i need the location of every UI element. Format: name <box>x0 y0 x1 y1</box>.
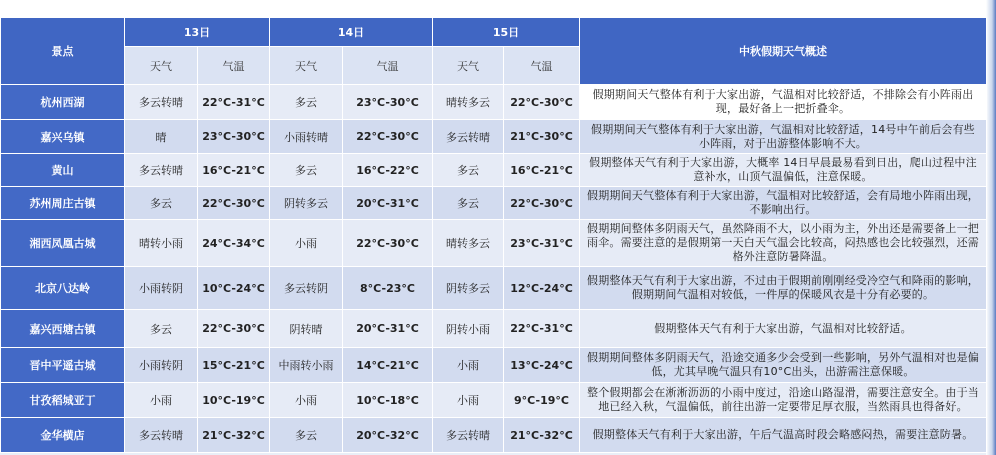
temp-14: 10°C-18°C <box>343 383 433 418</box>
header-place: 景点 <box>1 18 125 85</box>
summary-text: 假期整体天气有利于大家出游，不过由于假期前刚刚经受冷空气和降雨的影响，假期期间气温相对较低，一件厚的保暖风衣是十分有必要的。 <box>580 267 987 310</box>
summary-text: 假期期间整体多阴雨天气，沿途交通多少会受到一些影响，另外气温相对也是偏低，尤其早晚气温只有10°C出头，出游需注意保暖。 <box>580 348 987 383</box>
summary-text: 假期整体天气有利于大家出游，气温相对比较舒适。 <box>580 310 987 348</box>
subheader-weather: 天气 <box>433 47 504 85</box>
table-row <box>1 187 987 220</box>
temp-15: 22°C-30°C <box>504 85 580 120</box>
temp-13: 21°C-32°C <box>198 418 270 453</box>
temp-13: 22°C-31°C <box>198 85 270 120</box>
weather-14: 阴转多云 <box>270 187 343 220</box>
weather-13: 小雨转阴 <box>125 348 198 383</box>
summary-text: 假期期间天气整体有利于大家出游，气温相对比较舒适，14号中午前后会有些小阵雨，对于出游整体影响不大。 <box>580 120 987 154</box>
temp-14: 8°C-23°C <box>343 267 433 310</box>
table-row <box>1 154 987 187</box>
weather-15: 多云 <box>433 187 504 220</box>
temp-13: 15°C-21°C <box>198 348 270 383</box>
top-strip <box>0 0 996 17</box>
temp-13: 10°C-19°C <box>198 383 270 418</box>
place-name: 嘉兴乌镇 <box>1 120 125 154</box>
summary-text: 假期整体天气有利于大家出游，大概率 14日早晨最易看到日出，爬山过程中注意补水，山顶气温偏低，注意保暖。 <box>580 154 987 187</box>
right-edge-gradient <box>986 0 996 455</box>
place-name: 北京八达岭 <box>1 267 125 310</box>
summary-text: 假期期间整体多阴雨天气，虽然降雨不大，以小雨为主，外出还是需要备上一把雨伞。需要注意的是假期第一天白天气温会比较高，闷热感也会比较强烈，还需格外注意防暑降温。 <box>580 220 987 267</box>
weather-14: 多云 <box>270 418 343 453</box>
weather-13: 多云转晴 <box>125 418 198 453</box>
weather-13: 小雨转阴 <box>125 267 198 310</box>
temp-14: 23°C-30°C <box>343 85 433 120</box>
place-name: 甘孜稻城亚丁 <box>1 383 125 418</box>
table-row <box>1 85 987 120</box>
weather-13: 晴 <box>125 120 198 154</box>
weather-15: 小雨 <box>433 383 504 418</box>
temp-13: 23°C-30°C <box>198 120 270 154</box>
weather-14: 小雨 <box>270 383 343 418</box>
place-name: 苏州周庄古镇 <box>1 187 125 220</box>
header-day-15: 15日 <box>433 18 580 47</box>
place-name: 杭州西湖 <box>1 85 125 120</box>
weather-15: 多云转晴 <box>433 120 504 154</box>
weather-15: 阴转小雨 <box>433 310 504 348</box>
temp-15: 22°C-31°C <box>504 310 580 348</box>
temp-14: 22°C-30°C <box>343 120 433 154</box>
weather-14: 多云 <box>270 154 343 187</box>
table-body <box>1 85 987 453</box>
summary-text: 假期期间天气整体有利于大家出游，气温相对比较舒适，会有局地小阵雨出现，不影响出行。 <box>580 187 987 220</box>
weather-15: 晴转多云 <box>433 220 504 267</box>
place-name: 嘉兴西塘古镇 <box>1 310 125 348</box>
temp-14: 20°C-31°C <box>343 310 433 348</box>
place-name: 黄山 <box>1 154 125 187</box>
weather-13: 多云 <box>125 187 198 220</box>
weather-table <box>0 17 987 453</box>
table-row <box>1 383 987 418</box>
weather-13: 小雨 <box>125 383 198 418</box>
summary-text: 整个假期都会在淅淅沥沥的小雨中度过，沿途山路湿滑，需要注意安全。由于当地已经入秋，气温偏低，前往出游一定要带足厚衣服，当然雨具也得备好。 <box>580 383 987 418</box>
weather-15: 晴转多云 <box>433 85 504 120</box>
weather-15: 阴转多云 <box>433 267 504 310</box>
weather-14: 多云 <box>270 85 343 120</box>
temp-13: 24°C-34°C <box>198 220 270 267</box>
temp-15: 21°C-30°C <box>504 120 580 154</box>
weather-13: 晴转小雨 <box>125 220 198 267</box>
header-summary: 中秋假期天气概述 <box>580 18 987 85</box>
temp-15: 22°C-30°C <box>504 187 580 220</box>
summary-text: 假期期间天气整体有利于大家出游，气温相对比较舒适，不排除会有小阵雨出现，最好备上一把折叠伞。 <box>580 85 987 120</box>
table-row <box>1 220 987 267</box>
temp-14: 22°C-30°C <box>343 220 433 267</box>
place-name: 晋中平遥古城 <box>1 348 125 383</box>
temp-14: 14°C-21°C <box>343 348 433 383</box>
weather-14: 中雨转小雨 <box>270 348 343 383</box>
temp-15: 13°C-24°C <box>504 348 580 383</box>
temp-15: 16°C-21°C <box>504 154 580 187</box>
weather-15: 多云 <box>433 154 504 187</box>
table-row <box>1 418 987 453</box>
weather-14: 多云转阴 <box>270 267 343 310</box>
temp-13: 10°C-24°C <box>198 267 270 310</box>
weather-15: 多云转晴 <box>433 418 504 453</box>
temp-13: 16°C-21°C <box>198 154 270 187</box>
subheader-temp: 气温 <box>198 47 270 85</box>
table-row <box>1 348 987 383</box>
table-row <box>1 120 987 154</box>
subheader-weather: 天气 <box>125 47 198 85</box>
temp-14: 20°C-31°C <box>343 187 433 220</box>
temp-13: 22°C-30°C <box>198 187 270 220</box>
temp-15: 9°C-19°C <box>504 383 580 418</box>
weather-13: 多云 <box>125 310 198 348</box>
temp-14: 16°C-22°C <box>343 154 433 187</box>
temp-14: 20°C-32°C <box>343 418 433 453</box>
subheader-temp: 气温 <box>343 47 433 85</box>
weather-15: 小雨 <box>433 348 504 383</box>
weather-13: 多云转晴 <box>125 85 198 120</box>
header-day-14: 14日 <box>270 18 433 47</box>
temp-15: 12°C-24°C <box>504 267 580 310</box>
temp-13: 22°C-30°C <box>198 310 270 348</box>
subheader-temp: 气温 <box>504 47 580 85</box>
header-day-13: 13日 <box>125 18 270 47</box>
weather-14: 小雨 <box>270 220 343 267</box>
weather-14: 阴转晴 <box>270 310 343 348</box>
place-name: 金华横店 <box>1 418 125 453</box>
summary-text: 假期整体天气有利于大家出游，午后气温高时段会略感闷热，需要注意防暑。 <box>580 418 987 453</box>
temp-15: 23°C-31°C <box>504 220 580 267</box>
table-row <box>1 267 987 310</box>
table-row <box>1 310 987 348</box>
subheader-weather: 天气 <box>270 47 343 85</box>
temp-15: 21°C-32°C <box>504 418 580 453</box>
weather-13: 多云转晴 <box>125 154 198 187</box>
place-name: 湘西凤凰古城 <box>1 220 125 267</box>
weather-14: 小雨转晴 <box>270 120 343 154</box>
